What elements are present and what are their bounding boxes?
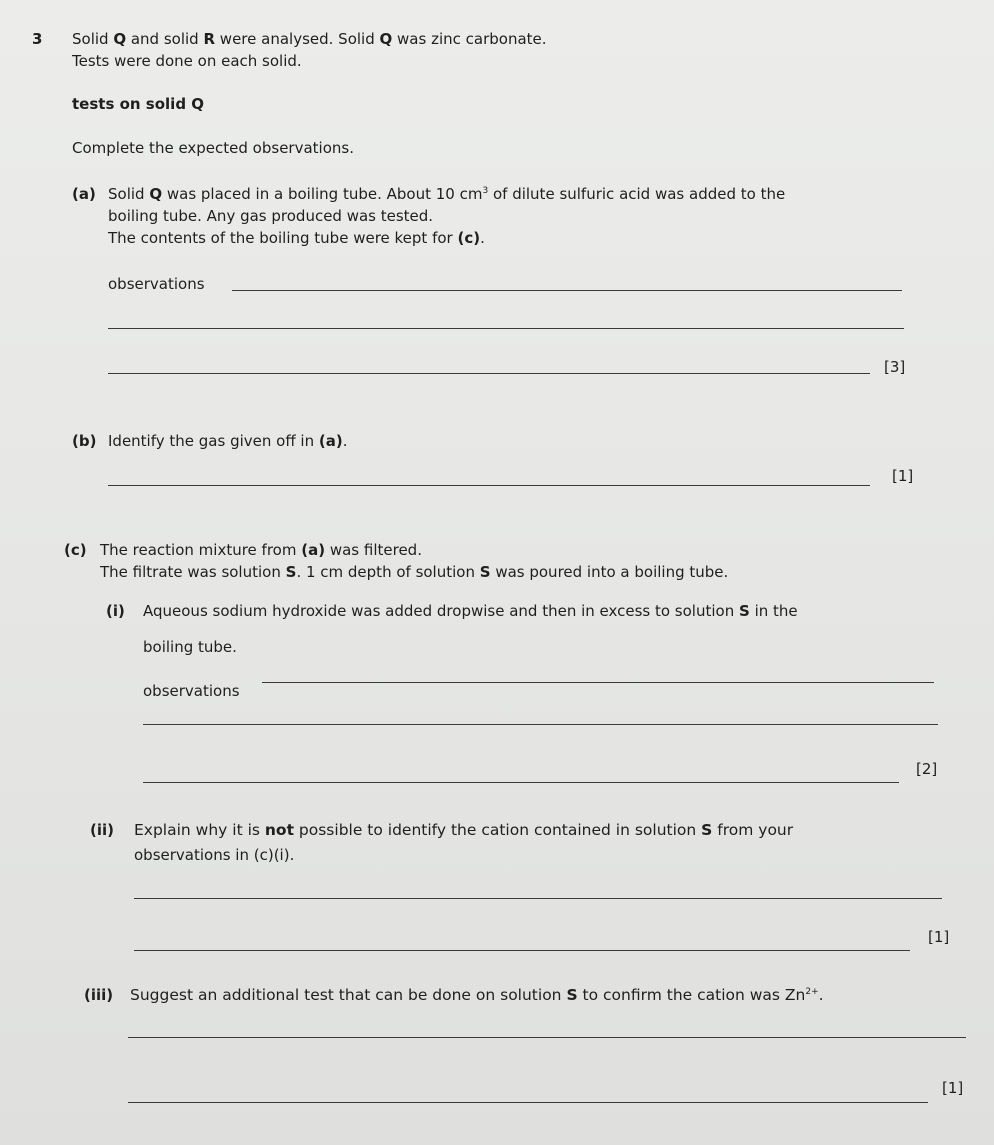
part-c-label: (c) <box>64 541 87 559</box>
answer-line-ci-1[interactable] <box>262 682 934 683</box>
part-a-marks: [3] <box>884 358 906 376</box>
part-b-label: (b) <box>72 432 97 450</box>
part-a-observations-label: observations <box>108 275 205 293</box>
answer-line-ciii-1[interactable] <box>128 1037 966 1038</box>
part-c-line-2: The filtrate was solution S. 1 cm depth of solution S was poured into a boiling tube. <box>100 563 729 581</box>
intro-line-1: Solid Q and solid R were analysed. Solid Q was zinc carbonate. <box>72 30 547 48</box>
part-c-i-line-2: boiling tube. <box>143 638 237 656</box>
part-c-iii-label: (iii) <box>84 986 114 1004</box>
part-c-i-observations-label: observations <box>143 682 240 700</box>
intro-line-2: Tests were done on each solid. <box>72 52 302 70</box>
answer-line-a-3[interactable] <box>108 373 870 374</box>
part-c-ii-marks: [1] <box>928 928 950 946</box>
answer-line-ci-2[interactable] <box>143 724 938 725</box>
part-c-iii-marks: [1] <box>942 1079 964 1097</box>
part-a-line-1: Solid Q was placed in a boiling tube. About 10 $cm^3$ of dilute sulfuric acid was added to the <box>108 185 786 203</box>
answer-line-ciii-2[interactable] <box>128 1102 928 1103</box>
part-a-line-2: boiling tube. Any gas produced was tested. <box>108 207 434 225</box>
subheading: tests on solid Q <box>72 95 205 113</box>
answer-line-cii-1[interactable] <box>134 898 942 899</box>
part-c-line-1: The reaction mixture from (a) was filtered. <box>100 541 422 559</box>
part-a-label: (a) <box>72 185 96 203</box>
part-c-i-line-1: Aqueous sodium hydroxide was added dropwise and then in excess to solution S in the <box>143 602 798 620</box>
part-b-text: Identify the gas given off in (a). <box>108 432 348 450</box>
answer-line-a-2[interactable] <box>108 328 904 329</box>
part-a-line-3: The contents of the boiling tube were kept for (c). <box>108 229 485 247</box>
part-b-marks: [1] <box>892 467 914 485</box>
question-number: 3 <box>32 30 43 48</box>
part-c-ii-label: (ii) <box>90 821 114 839</box>
part-c-i-marks: [2] <box>916 760 938 778</box>
part-c-iii-text: Suggest an additional test that can be done on solution S to confirm the cation was $Zn^{2+}$. <box>130 986 824 1004</box>
part-c-ii-line-2: observations in (c)(i). <box>134 846 295 864</box>
answer-line-b-1[interactable] <box>108 485 870 486</box>
answer-line-cii-2[interactable] <box>134 950 910 951</box>
part-c-i-label: (i) <box>106 602 125 620</box>
part-c-ii-line-1: Explain why it is not possible to identify the cation contained in solution S from your <box>134 821 794 839</box>
answer-line-ci-3[interactable] <box>143 782 899 783</box>
instruction: Complete the expected observations. <box>72 139 354 157</box>
answer-line-a-1[interactable] <box>232 290 902 291</box>
